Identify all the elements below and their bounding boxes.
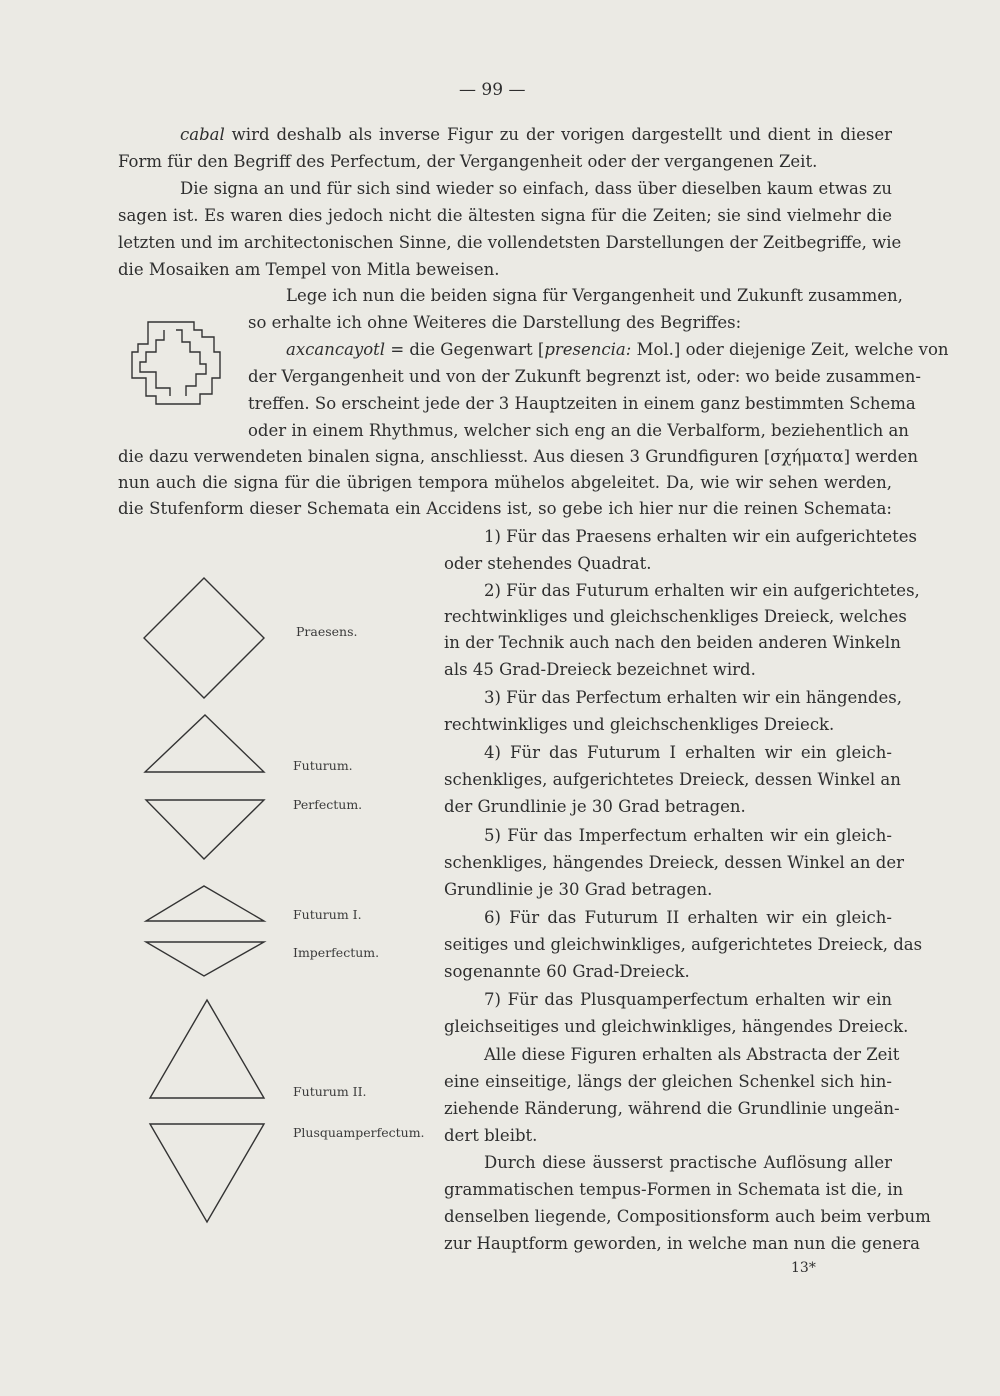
square-on-point [144,578,264,698]
futurum-triangle-figure [144,714,274,779]
text-line: treffen. So erscheint jede der 3 Hauptzeiten in einem ganz bestimmten Schema [248,394,916,413]
list-item: 3) Für das Perfectum erhalten wir ein hängendes, [484,688,902,707]
text-line: seitiges und gleichwinkliges, aufgerichtetes Dreieck, das [444,935,923,954]
text-line: als 45 Grad-Dreieck bezeichnet wird. [444,660,756,679]
text-line: axcancayotl = die Gegenwart [presencia: Mol.] oder diejenige Zeit, welche von [286,340,949,359]
stepped-outline-outer [132,322,220,404]
text-line: eine einseitige, längs der gleichen Schenkel sich hin- [444,1072,892,1091]
text-line: grammatischen tempus-Formen in Schemata ist die, in [444,1180,904,1199]
figure-label: Futurum I. [293,907,362,922]
text-line: die Mosaiken am Tempel von Mitla beweisen. [118,260,500,279]
text-line: schenkliges, aufgerichtetes Dreieck, dessen Winkel an [444,770,901,789]
plusquamperfectum-triangle-figure [144,1122,274,1227]
text-line: schenkliges, hängendes Dreieck, dessen Winkel an der [444,853,904,872]
stepped-outline-inner-right [176,330,206,396]
imperfectum-triangle-figure [144,940,274,980]
figure-label: Perfectum. [293,797,363,812]
figure-label: Futurum. [293,758,353,773]
futurum-1-triangle-figure [144,884,274,924]
text-line: nun auch die signa für die übrigen tempora mühelos abgeleitet. Da, wie wir sehen werden, [118,473,892,492]
text-line: Grundlinie je 30 Grad betragen. [444,880,713,899]
text-line: oder in einem Rhythmus, welcher sich eng an die Verbalform, beziehentlich an [248,421,909,440]
text-line: der Grundlinie je 30 Grad betragen. [444,797,746,816]
hanging-triangle [146,800,264,859]
text-line: in der Technik auch nach den beiden anderen Winkeln [444,633,901,652]
list-item: 6) Für das Futurum II erhalten wir ein gleich- [484,908,892,927]
futurum-2-triangle-figure [144,998,274,1103]
text-line: sogenannte 60 Grad-Dreieck. [444,962,690,981]
text-line: cabal wird deshalb als inverse Figur zu der vorigen dargestellt und dient in dieser [180,125,892,144]
text-line: Die signa an und für sich sind wieder so einfach, dass über dieselben kaum etwas zu [180,179,892,198]
page-number: — 99 — [459,80,526,100]
text-line: ziehende Ränderung, während die Grundlinie ungeän- [444,1099,900,1118]
figure-label: Futurum II. [293,1084,367,1099]
text-line: so erhalte ich ohne Weiteres die Darstellung des Begriffes: [248,313,742,332]
figure-label: Praesens. [296,624,358,639]
text-line: Durch diese äusserst practische Auflösung aller [484,1153,892,1172]
text-line: der Vergangenheit und von der Zukunft begrenzt ist, oder: wo beide zusammen- [248,367,921,386]
upright-triangle [146,886,264,921]
figure-label: Imperfectum. [293,945,380,960]
hanging-triangle [146,942,264,976]
stepped-outline-inner-left [140,330,170,396]
text-line: zur Hauptform geworden, in welche man nun die genera [444,1234,920,1253]
list-item: 2) Für das Futurum erhalten wir ein aufgerichtetes, [484,581,920,600]
figure-label: Plusquamperfectum. [293,1125,425,1140]
text-line: dert bleibt. [444,1126,538,1145]
hanging-triangle [150,1124,264,1222]
signature-mark: 13* [791,1260,816,1276]
text-line: sagen ist. Es waren dies jedoch nicht die ältesten signa für die Zeiten; sie sind vielmehr die [118,206,892,225]
list-item: 4) Für das Futurum I erhalten wir ein gleich- [484,743,892,762]
upright-triangle [145,715,264,772]
italic-term: axcancayotl [286,340,386,359]
italic-term: presencia: [544,340,632,359]
italic-term: cabal [180,125,225,144]
text-line: gleichseitiges und gleichwinkliges, hängendes Dreieck. [444,1017,909,1036]
text-line: rechtwinkliges und gleichschenkliges Dreieck, welches [444,607,907,626]
text-line: rechtwinkliges und gleichschenkliges Dreieck. [444,715,835,734]
list-item: 1) Für das Praesens erhalten wir ein aufgerichtetes [484,527,917,546]
text-line: die Stufenform dieser Schemata ein Accidens ist, so gebe ich hier nur die reinen Schemata: [118,499,892,518]
text-line: letzten und im architectonischen Sinne, die vollendetsten Darstellungen der Zeitbegriffe, wie [118,233,902,252]
list-item: 5) Für das Imperfectum erhalten wir ein gleich- [484,826,892,845]
text-line: Form für den Begriff des Perfectum, der Vergangenheit oder der vergangenen Zeit. [118,152,818,171]
text-line: oder stehendes Quadrat. [444,554,652,573]
stepped-cross-figure [116,312,236,412]
list-item: 7) Für das Plusquamperfectum erhalten wir ein [484,990,892,1009]
text-line: Alle diese Figuren erhalten als Abstracta der Zeit [484,1045,900,1064]
praesens-square-figure [144,578,274,708]
text-line: denselben liegende, Compositionsform auch beim verbum [444,1207,931,1226]
perfectum-triangle-figure [144,798,274,863]
text-line: die dazu verwendeten binalen signa, anschliesst. Aus diesen 3 Grundfiguren [σχήματα] werden [118,447,918,466]
text-line: Lege ich nun die beiden signa für Vergangenheit und Zukunft zusammen, [286,286,903,305]
upright-triangle [150,1000,264,1098]
